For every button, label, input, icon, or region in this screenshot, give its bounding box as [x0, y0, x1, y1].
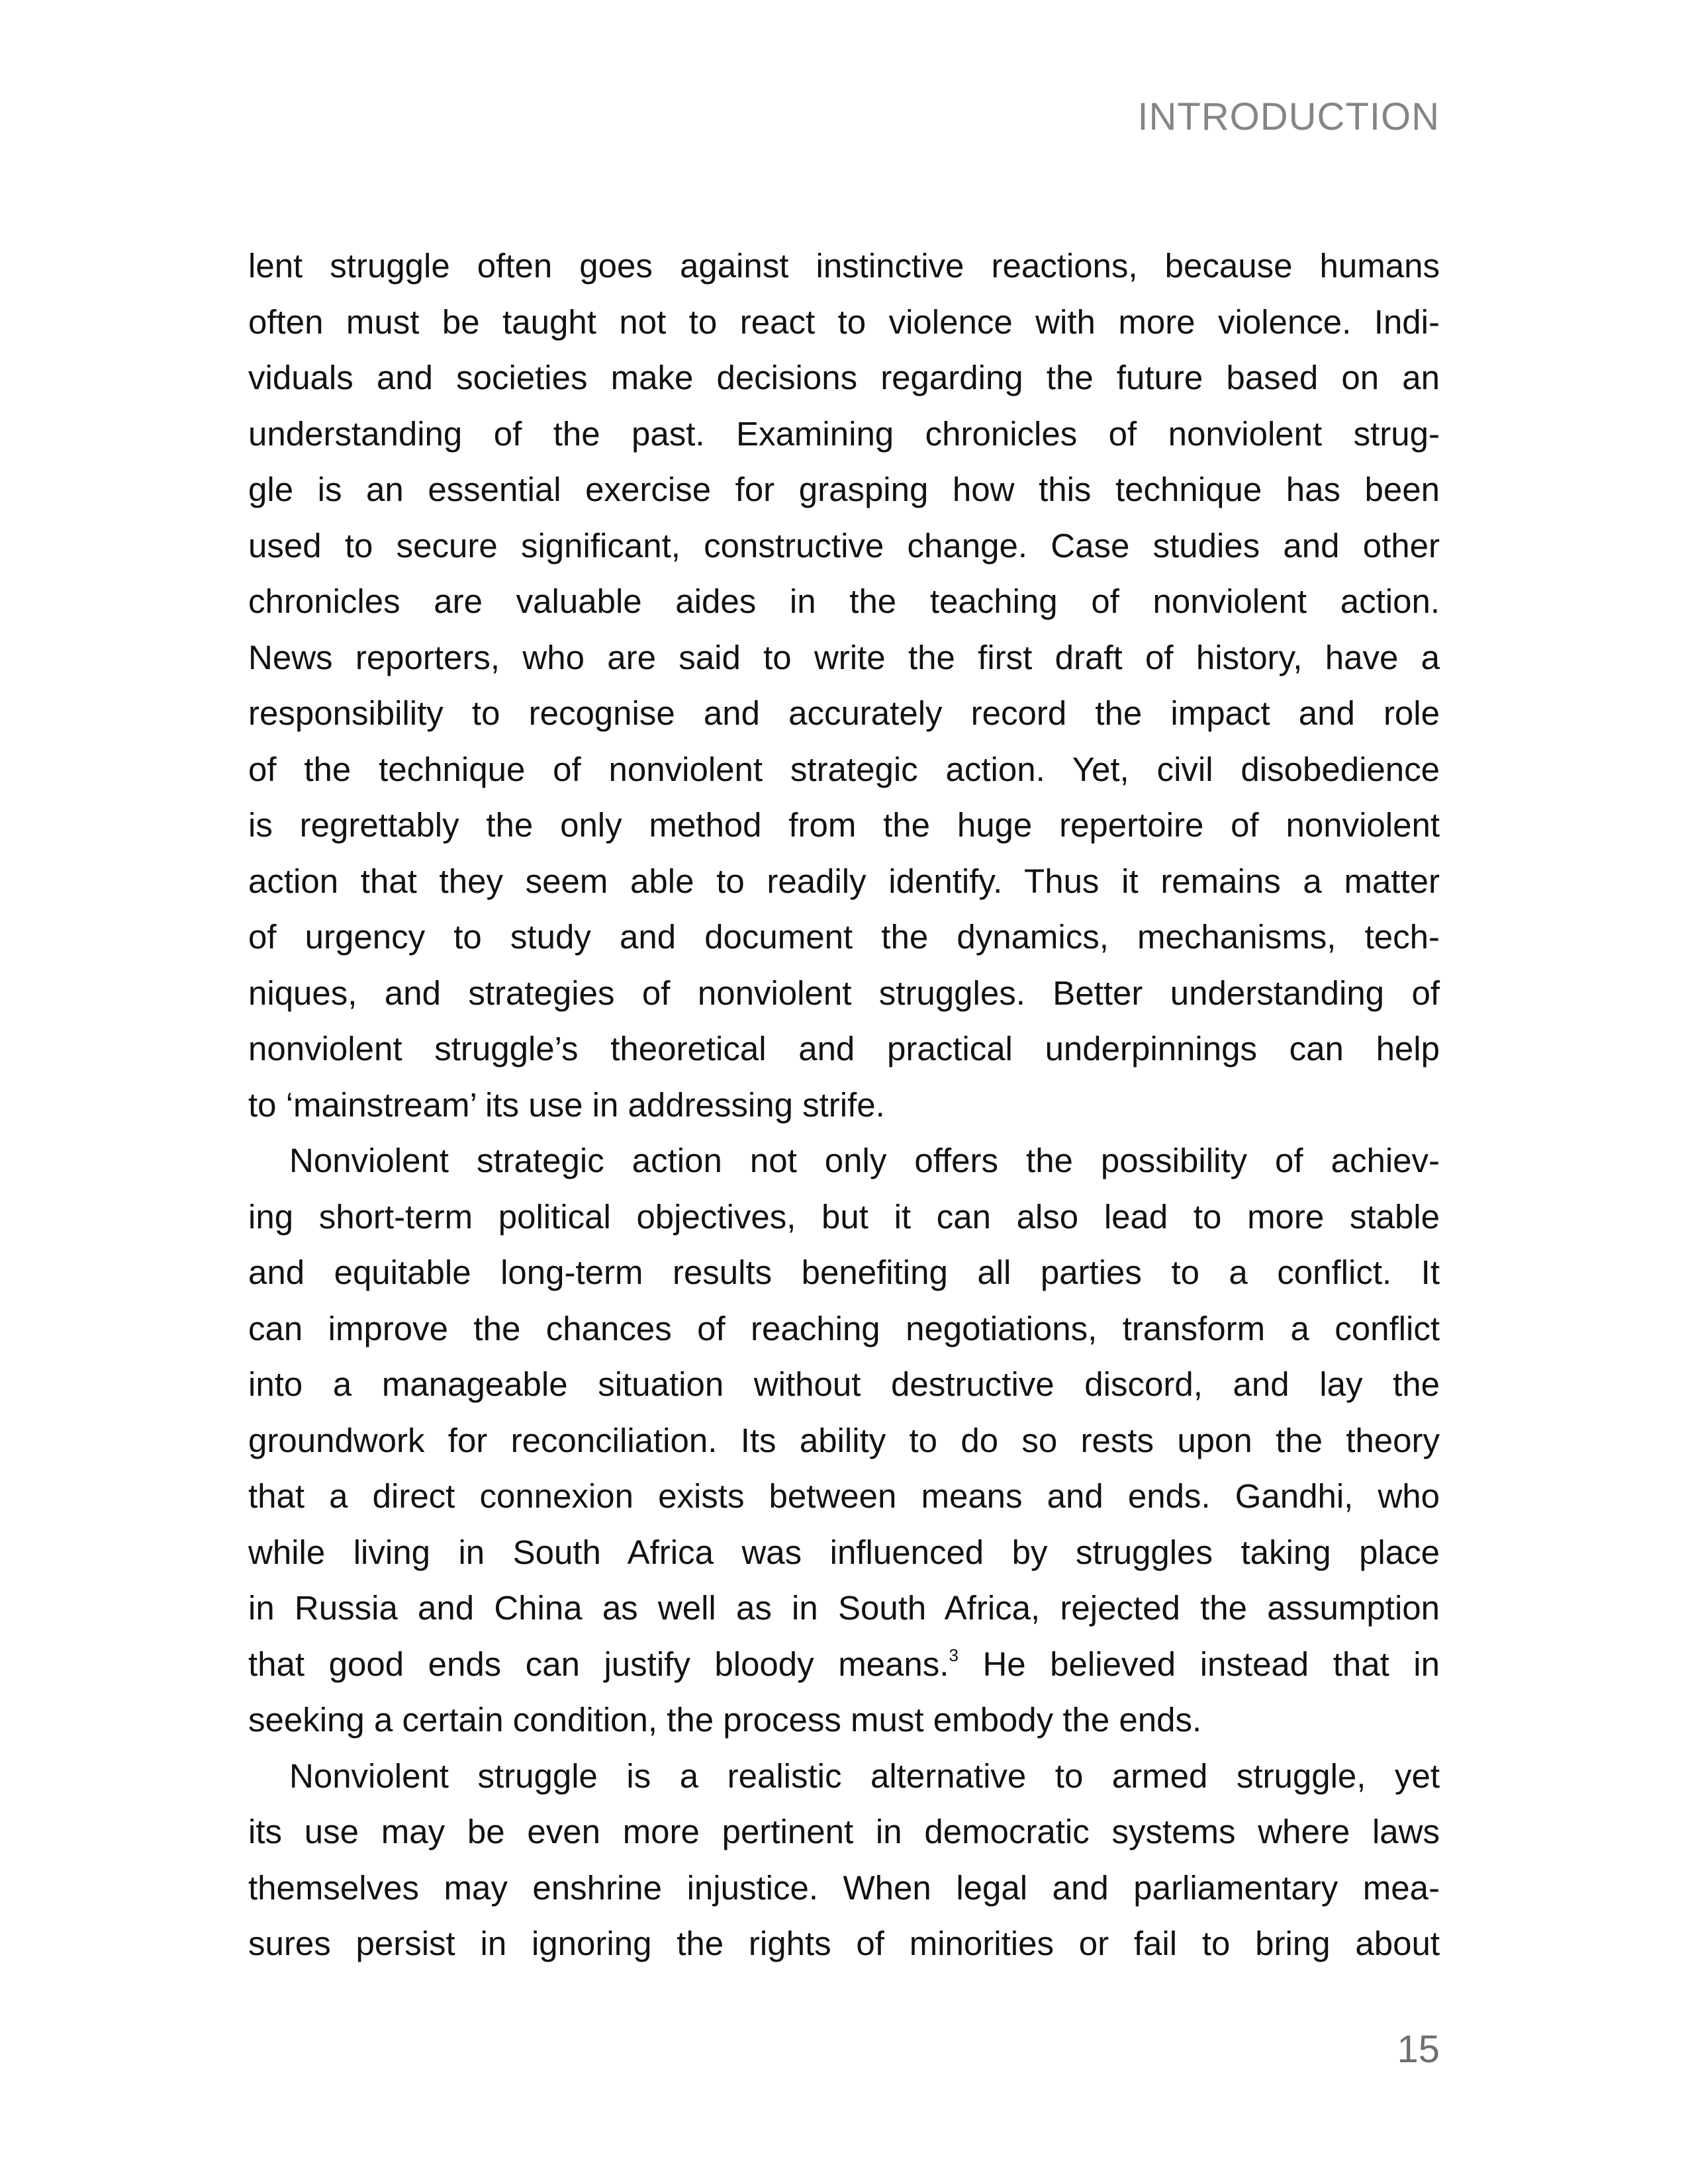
footnote-reference[interactable]: 3 [949, 1645, 959, 1665]
text-line: Nonviolent strategic action not only offers the possibility of achiev- [289, 1142, 1440, 1179]
text-line: of urgency to study and document the dynamics, mechanisms, tech- [248, 918, 1440, 956]
text-line: into a manageable situation without destructive discord, and lay the [248, 1365, 1440, 1403]
text-line: to ‘mainstream’ its use in addressing strife. [248, 1085, 885, 1124]
text-line: is regrettably the only method from the huge repertoire of nonviolent [248, 806, 1440, 844]
paragraph-3 [248, 1749, 1440, 1972]
text-line: often must be taught not to react to violence with more violence. Indi- [248, 302, 1440, 341]
text-line: ing short-term political objectives, but it can also lead to more stable [248, 1197, 1440, 1236]
text-line: while living in South Africa was influenced by struggles taking place [248, 1533, 1440, 1571]
text-line-with-footnote: that good ends can justify bloody means.$^3$ He believed instead that in [248, 1645, 1440, 1683]
text-line: and equitable long-term results benefiting all parties to a conflict. It [248, 1253, 1440, 1291]
text-line: gle is an essential exercise for grasping how this technique has been [248, 471, 1440, 508]
text-line: action that they seem able to readily identify. Thus it remains a matter [248, 862, 1440, 900]
text-line: Nonviolent struggle is a realistic alternative to armed struggle, yet [289, 1756, 1440, 1795]
text-line: niques, and strategies of nonviolent struggles. Better understanding of [248, 974, 1440, 1012]
text-line: its use may be even more pertinent in democratic systems where laws [248, 1813, 1440, 1850]
page-number: 15 [1397, 2028, 1440, 2071]
running-head: INTRODUCTION [1137, 95, 1440, 138]
text-line: chronicles are valuable aides in the teaching of nonviolent action. [248, 582, 1440, 620]
text-line: understanding of the past. Examining chronicles of nonviolent strug- [248, 414, 1440, 453]
text-line: used to secure significant, constructive change. Case studies and other [248, 526, 1440, 565]
text-line: of the technique of nonviolent strategic action. Yet, civil disobedience [248, 750, 1440, 788]
text-line: lent struggle often goes against instinctive reactions, because humans [248, 247, 1440, 285]
text-line: News reporters, who are said to write the first draft of history, have a [248, 638, 1440, 676]
text-line: themselves may enshrine injustice. When legal and parliamentary mea- [248, 1868, 1440, 1907]
text-line: nonviolent struggle’s theoretical and practical underpinnings can help [248, 1030, 1440, 1068]
text-line: viduals and societies make decisions regarding the future based on an [248, 359, 1440, 396]
text-line: seeking a certain condition, the process must embody the ends. [248, 1701, 1202, 1739]
paragraph-1 [248, 238, 1440, 1133]
text-line: in Russia and China as well as in South Africa, rejected the assumption [248, 1589, 1440, 1627]
text-line: sures persist in ignoring the rights of minorities or fail to bring about [248, 1925, 1440, 1962]
text-line: can improve the chances of reaching negotiations, transform a conflict [248, 1309, 1440, 1347]
body-text [248, 238, 1440, 1972]
text-line: responsibility to recognise and accurately record the impact and role [248, 694, 1440, 732]
text-line: groundwork for reconciliation. Its ability to do so rests upon the theory [248, 1421, 1440, 1459]
text-line: that a direct connexion exists between means and ends. Gandhi, who [248, 1477, 1440, 1515]
paragraph-2 [248, 1133, 1440, 1749]
